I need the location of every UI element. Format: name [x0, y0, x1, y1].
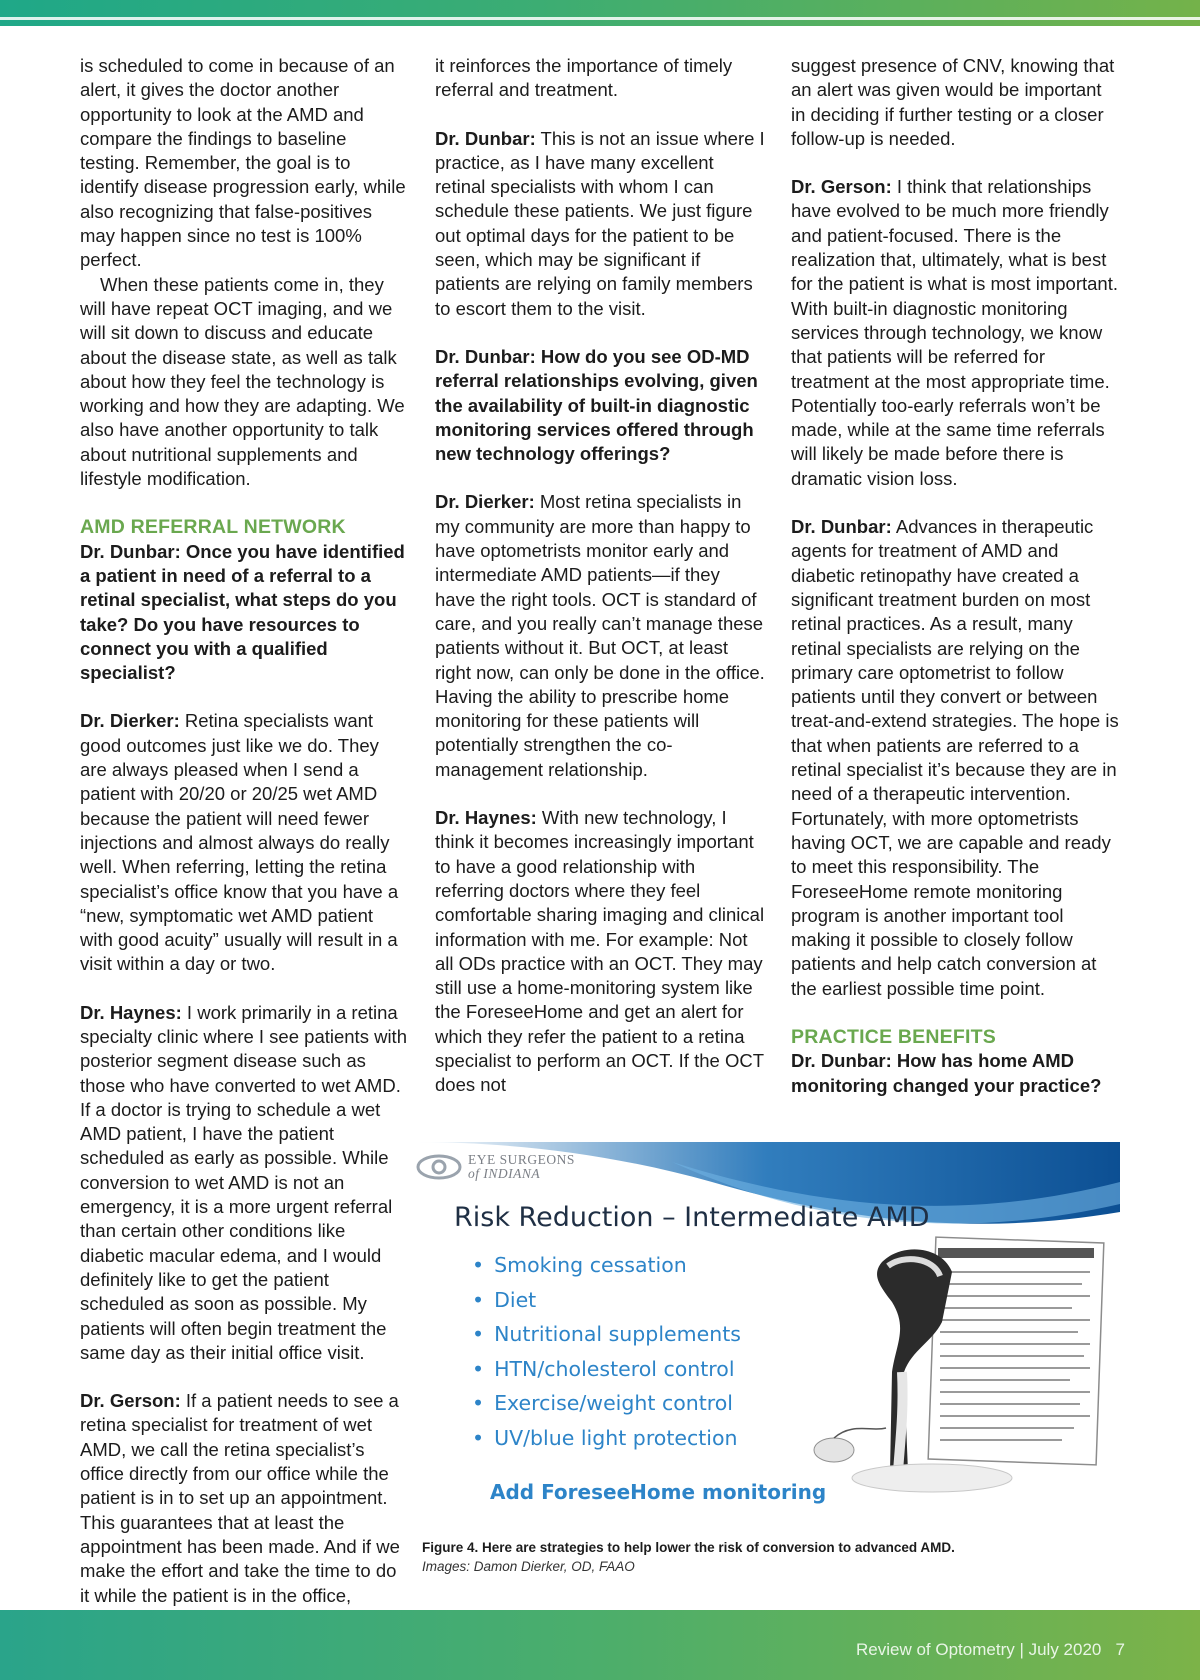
speaker-name: Dr. Gerson:: [80, 1390, 181, 1412]
interview-answer: [791, 175, 1121, 491]
interview-answer: [80, 709, 410, 976]
logo-line-1: EYE SURGEONS: [468, 1152, 575, 1167]
paragraph: it reinforces the importance of timely referral and treatment.: [435, 55, 733, 101]
speaker-name: Dr. Haynes:: [435, 807, 537, 829]
article-column-1: [80, 54, 410, 1608]
paragraph: suggest presence of CNV, knowing that an alert was given would be important in deciding if further testing or a closer follow-up is needed.: [791, 55, 1115, 149]
footer-folio: Review of Optometry | July 2020 7: [856, 1640, 1125, 1659]
slide-title: Risk Reduction – Intermediate AMD: [454, 1202, 930, 1233]
interview-answer: [435, 127, 765, 321]
figure-slide-risk-reduction: [412, 1142, 1120, 1520]
paragraph: When these patients come in, they will have repeat OCT imaging, and we will sit down to discuss and educate about the disease state, as well as talk about how they feel the technology is working and how they are adapting. We also have another opportunity to talk about nutritional supplements and lifestyle modification.: [80, 273, 405, 490]
slide-bullet: • Smoking cessation: [472, 1248, 741, 1283]
speaker-name: Dr. Dierker:: [80, 710, 180, 732]
interview-answer: [80, 1001, 410, 1365]
speaker-name: Dr. Haynes:: [80, 1001, 182, 1023]
interview-answer: [435, 806, 765, 1098]
answer-text: I think that relationships have evolved to be much more friendly and patient-focused. There is the realization that, ultimately, what is best for the patient is what is most important. With built-in diagnostic monitoring services through technology, we know that patients will be referred for treatment at the most appropriate time. Potentially too-early referrals won’t be made, while at the same time referrals will likely be made before there is dramatic vision loss.: [791, 176, 1118, 489]
eye-logo-icon: [416, 1152, 462, 1182]
logo-line-2: of INDIANA: [468, 1166, 541, 1181]
interview-answer: [791, 515, 1121, 1001]
slide-bullet: • Nutritional supplements: [472, 1317, 741, 1352]
speaker-name: Dr. Dunbar:: [435, 127, 536, 149]
answer-text: Most retina specialists in my community are more than happy to have optometrists monitor early and intermediate AMD patients—if they have the right tools. OCT is standard of care, and you really can’t manage these patients without it. But OCT, at least right now, can only be done in the office. Having the ability to prescribe home monitoring for these patients will potentially strengthen the co-management relationship.: [435, 491, 765, 780]
section-heading-referral-network: AMD REFERRAL NETWORK: [80, 516, 346, 539]
slide-bullet: • HTN/cholesterol control: [472, 1352, 741, 1387]
answer-text: I work primarily in a retina specialty clinic where I see patients with posterior segment disease such as those who have converted to wet AMD. If a doctor is trying to schedule a wet AMD patient, I have the patient scheduled as early as possible. While conversion to wet AMD is not an emergency, it is a more urgent referral than certain other conditions like diabetic macular edema, and I would definitely like to get the patient scheduled as soon as possible. My patients will often begin treatment the same day as their initial office visit.: [80, 1001, 407, 1363]
slide-bullet: • Diet: [472, 1283, 741, 1318]
speaker-name: Dr. Gerson:: [791, 176, 892, 198]
section-heading-practice-benefits: PRACTICE BENEFITS: [791, 1025, 996, 1048]
top-color-bar: [0, 0, 1200, 26]
article-column-3: [791, 54, 1121, 1098]
eye-surgeons-logo: [416, 1152, 575, 1182]
slide-bullet-list: [472, 1248, 741, 1456]
foreseehome-device-image: [812, 1232, 1112, 1502]
answer-text: Advances in therapeutic agents for treatment of AMD and diabetic retinopathy have created a significant treatment burden on most retinal practices. As a result, many retinal specialists are relying on the primary care optometrist to follow patients until they convert or between treat-and-extend strategies. The hope is that when patients are referred to a retinal specialist it’s because they are in need of a therapeutic intervention. Fortunately, with more optometrists having OCT, we are capable and ready to meet this responsibility. The ForeseeHome remote monitoring program is another important tool making it possible to closely follow patients and help catch conversion at the earliest possible time point.: [791, 516, 1119, 999]
answer-text: Retina specialists want good outcomes just like we do. They are always pleased when I send a patient with 20/20 or 20/25 wet AMD because the patient will need fewer injections and almost always do really well. When referring, letting the retina specialist’s office know that you have a “new, symptomatic wet AMD patient with good acuity” usually will result in a visit within a day or two.: [80, 710, 399, 975]
interview-question: Dr. Dunbar: How do you see OD-MD referral relationships evolving, given the availability of built-in diagnostic monitoring services offered through new technology offerings?: [435, 345, 758, 465]
interview-answer: [80, 1389, 410, 1608]
speaker-name: Dr. Dierker:: [435, 491, 535, 513]
answer-text: With new technology, I think it becomes increasingly important to have a good relationship with referring doctors where they feel comfortable sharing imaging and clinical information with me. For example: Not all ODs practice with an OCT. They may still use a home-monitoring system like the ForeseeHome and get an alert for which they refer the patient to a retina specialist to perform an OCT. If the OCT does not: [435, 807, 765, 1096]
slide-bullet: • Exercise/weight control: [472, 1386, 741, 1421]
answer-text: If a patient needs to see a retina specialist for treatment of wet AMD, we call the retina specialist’s office directly from our office while the patient is in to set up an appointment. This guarantees that at least the appointment has been made. And if we make the effort and take the time to do it while the patient is in the office,: [80, 1390, 400, 1606]
interview-answer: [435, 490, 765, 782]
answer-text: This is not an issue where I practice, as I have many excellent retinal specialists with whom I can schedule these patients. We just figure out optimal days for the patient to be seen, which may be significant if patients are relying on family members to escort them to the visit.: [435, 127, 765, 319]
interview-question: Dr. Dunbar: How has home AMD monitoring changed your practice?: [791, 1050, 1102, 1096]
slide-bullet: • UV/blue light protection: [472, 1421, 741, 1456]
speaker-name: Dr. Dunbar:: [791, 516, 892, 538]
article-column-2: [435, 54, 765, 1098]
interview-question: Dr. Dunbar: Once you have identified a patient in need of a referral to a retinal specialist, what steps do you take? Do you have resources to connect you with a qualified specialist?: [80, 540, 405, 684]
figure-caption: [422, 1538, 1112, 1576]
image-credit: Images: Damon Dierker, OD, FAAO: [422, 1559, 635, 1574]
slide-add-line: Add ForeseeHome monitoring: [490, 1480, 827, 1504]
paragraph: is scheduled to come in because of an alert, it gives the doctor another opportunity to look at the AMD and compare the findings to baseline testing. Remember, the goal is to identify disease progression early, while also recognizing that false-positives may happen since no test is 100% perfect.: [80, 55, 406, 271]
caption-text: Figure 4. Here are strategies to help lower the risk of conversion to advanced AMD.: [422, 1540, 955, 1555]
